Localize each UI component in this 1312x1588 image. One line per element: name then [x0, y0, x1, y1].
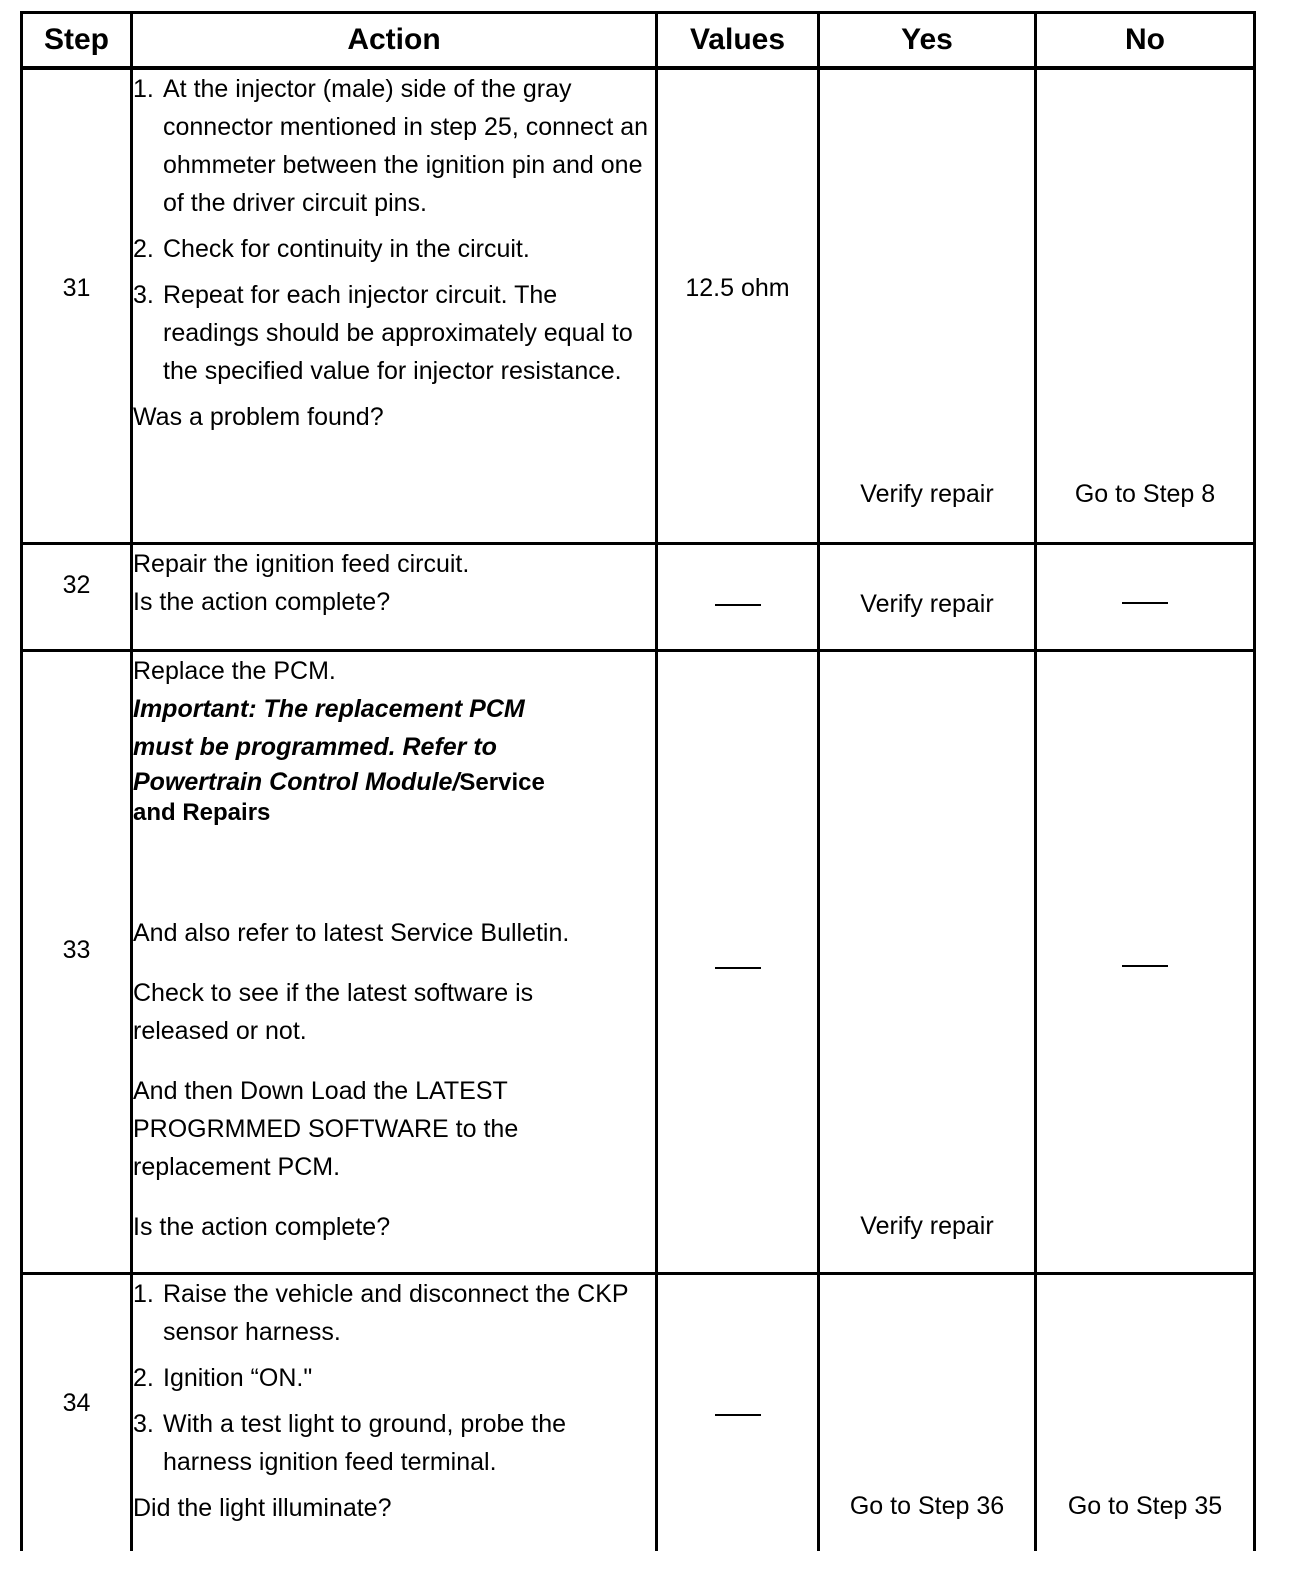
no-cell: [1036, 544, 1255, 651]
dash-mark: [658, 585, 817, 623]
action-question: Did the light illuminate?: [133, 1494, 392, 1522]
important-note-line: Important: The replacement PCM: [133, 695, 525, 723]
step-item-text: Raise the vehicle and disconnect the CKP sensor harness.: [163, 1280, 629, 1346]
header-values: Values: [657, 13, 819, 69]
step-number-text: 34: [62, 1389, 91, 1417]
dash-mark: [1037, 583, 1253, 621]
action-step: [133, 1405, 655, 1481]
yes-cell: [819, 651, 1036, 1274]
action-step: [133, 276, 655, 390]
value-cell: [657, 544, 819, 651]
header-action: Action: [132, 13, 657, 69]
dash-mark: [658, 948, 817, 986]
step-item-text: With a test light to ground, probe the harness ignition feed terminal.: [163, 1410, 567, 1476]
header-no: No: [1036, 13, 1255, 69]
yes-outcome: Go to Step 36: [849, 1492, 1005, 1520]
step-number-text: 32: [62, 571, 91, 599]
step-item-number: 2.: [133, 1364, 154, 1392]
action-step: [133, 230, 655, 268]
action-cell: [132, 1274, 657, 1552]
diagnostic-table: [20, 11, 1256, 1551]
yes-outcome: Verify repair: [860, 590, 994, 618]
header-row: [22, 13, 1255, 69]
step-item-number: 3.: [133, 1410, 154, 1438]
yes-outcome: Verify repair: [860, 1212, 994, 1240]
action-step: [133, 1359, 655, 1397]
step-number-text: 33: [62, 936, 91, 964]
step-number: [22, 544, 132, 651]
yes-outcome: Verify repair: [860, 480, 994, 508]
table-row-step-32: [22, 544, 1255, 651]
step-item-number: 1.: [133, 75, 154, 103]
reference-text: and Repairs: [133, 799, 271, 826]
table-row-step-34: [22, 1274, 1255, 1552]
value-cell: [657, 1274, 819, 1552]
step-number-text: 31: [62, 274, 91, 302]
action-question: Is the action complete?: [133, 1213, 391, 1241]
table-row-step-31: [22, 68, 1255, 544]
no-cell: [1036, 68, 1255, 544]
yes-cell: [819, 68, 1036, 544]
yes-cell: [819, 1274, 1036, 1552]
important-note-text: Powertrain Control Module/: [133, 768, 460, 796]
step-number: [22, 68, 132, 544]
header-yes: Yes: [819, 13, 1036, 69]
step-item-text: At the injector (male) side of the gray connector mentioned in step 25, connect an ohmmeter between the ignition pin and one of the driver circuit pins.: [163, 75, 649, 217]
dash-mark: [658, 1395, 817, 1433]
action-step: [133, 1275, 655, 1351]
step-number: [22, 651, 132, 1274]
action-cell: [132, 68, 657, 544]
action-cell: [132, 651, 657, 1274]
action-line: Replace the PCM.: [133, 657, 336, 685]
table-row-step-33: [22, 651, 1255, 1274]
header-step: Step: [22, 13, 132, 69]
no-outcome: Go to Step 35: [1067, 1492, 1223, 1520]
step-item-text: Check for continuity in the circuit.: [163, 235, 530, 263]
value-cell: [657, 68, 819, 544]
action-question: Is the action complete?: [133, 588, 391, 616]
no-outcome: Go to Step 8: [1074, 480, 1216, 508]
action-question: Was a problem found?: [133, 403, 384, 431]
important-note-line: must be programmed. Refer to: [133, 733, 497, 761]
action-paragraph: Check to see if the latest software is released or not.: [133, 979, 534, 1045]
action-cell: [132, 544, 657, 651]
reference-text: Service: [459, 769, 545, 796]
action-paragraph: And then Down Load the LATEST PROGRMMED SOFTWARE to the replacement PCM.: [133, 1077, 519, 1181]
step-item-number: 1.: [133, 1280, 154, 1308]
step-item-number: 2.: [133, 235, 154, 263]
action-line: Repair the ignition feed circuit.: [133, 550, 470, 578]
step-number: [22, 1274, 132, 1552]
step-item-text: Ignition “ON.": [163, 1364, 313, 1392]
dash-mark: [1037, 946, 1253, 984]
no-cell: [1036, 1274, 1255, 1552]
yes-cell: [819, 544, 1036, 651]
step-item-number: 3.: [133, 281, 154, 309]
value-text: 12.5 ohm: [685, 274, 790, 302]
action-paragraph: And also refer to latest Service Bulletin.: [133, 919, 570, 947]
no-cell: [1036, 651, 1255, 1274]
step-item-text: Repeat for each injector circuit. The readings should be approximately equal to the specified value for injector resistance.: [163, 281, 633, 385]
value-cell: [657, 651, 819, 1274]
action-step: [133, 70, 655, 222]
action-steps-list: [133, 70, 655, 390]
action-steps-list: [133, 1275, 655, 1481]
important-note-ref-line: [133, 766, 655, 798]
